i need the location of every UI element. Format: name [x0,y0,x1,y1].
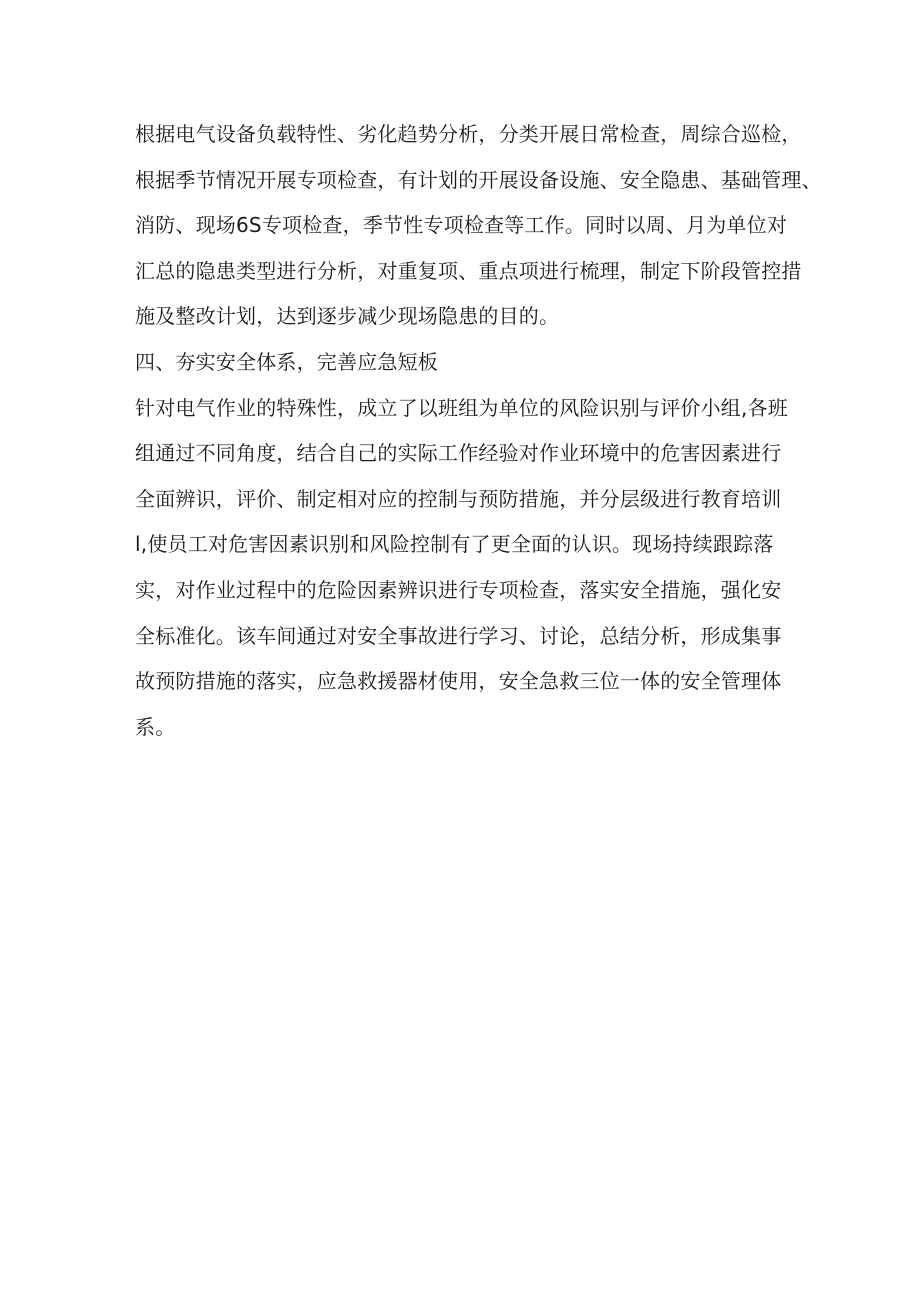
section-heading: 四、夯实安全体系，完善应急短板 [135,349,438,374]
text-line-1: 根据电气设备负载特性、劣化趋势分析，分类开展日常检查，周综合巡检， [135,122,802,146]
text-line-13: 故预防措施的落实，应急救援器材使用，安全急救三位一体的安全管理体 [135,669,782,694]
text-line-14: 系。 [135,714,176,739]
document-body [135,112,835,750]
text-line-7: 针对电气作业的特殊性，成立了以班组为单位的风险识别与评价小组,各班 [135,395,788,420]
text-line-11: 实，对作业过程中的危险因素辨识进行专项检查，落实安全措施，强化安 [135,577,782,602]
text-line-3: 消防、现场6S专项检查，季节性专项检查等工作。同时以周、月为单位对 [135,213,788,238]
text-line-2: 根据季节情况开展专项检查，有计划的开展设备设施、安全隐患、基础管理、 [135,167,822,192]
text-line-10: l,使员工对危害因素识别和风险控制有了更全面的认识。现场持续跟踪落 [135,532,774,557]
text-line-9: 全面辨识，评价、制定相对应的控制与预防措施，并分层级进行教育培训 [135,486,782,511]
text-line-8: 组通过不同角度，结合自己的实际工作经验对作业环境中的危害因素进行 [135,441,782,466]
text-line-12: 全标准化。该车间通过对安全事故进行学习、讨论，总结分析，形成集事 [135,623,782,648]
text-line-5: 施及整改计划，达到逐步减少现场隐患的目的。 [135,304,560,329]
text-line-4: 汇总的隐患类型进行分析，对重复项、重点项进行梳理，制定下阶段管控措 [135,258,802,283]
